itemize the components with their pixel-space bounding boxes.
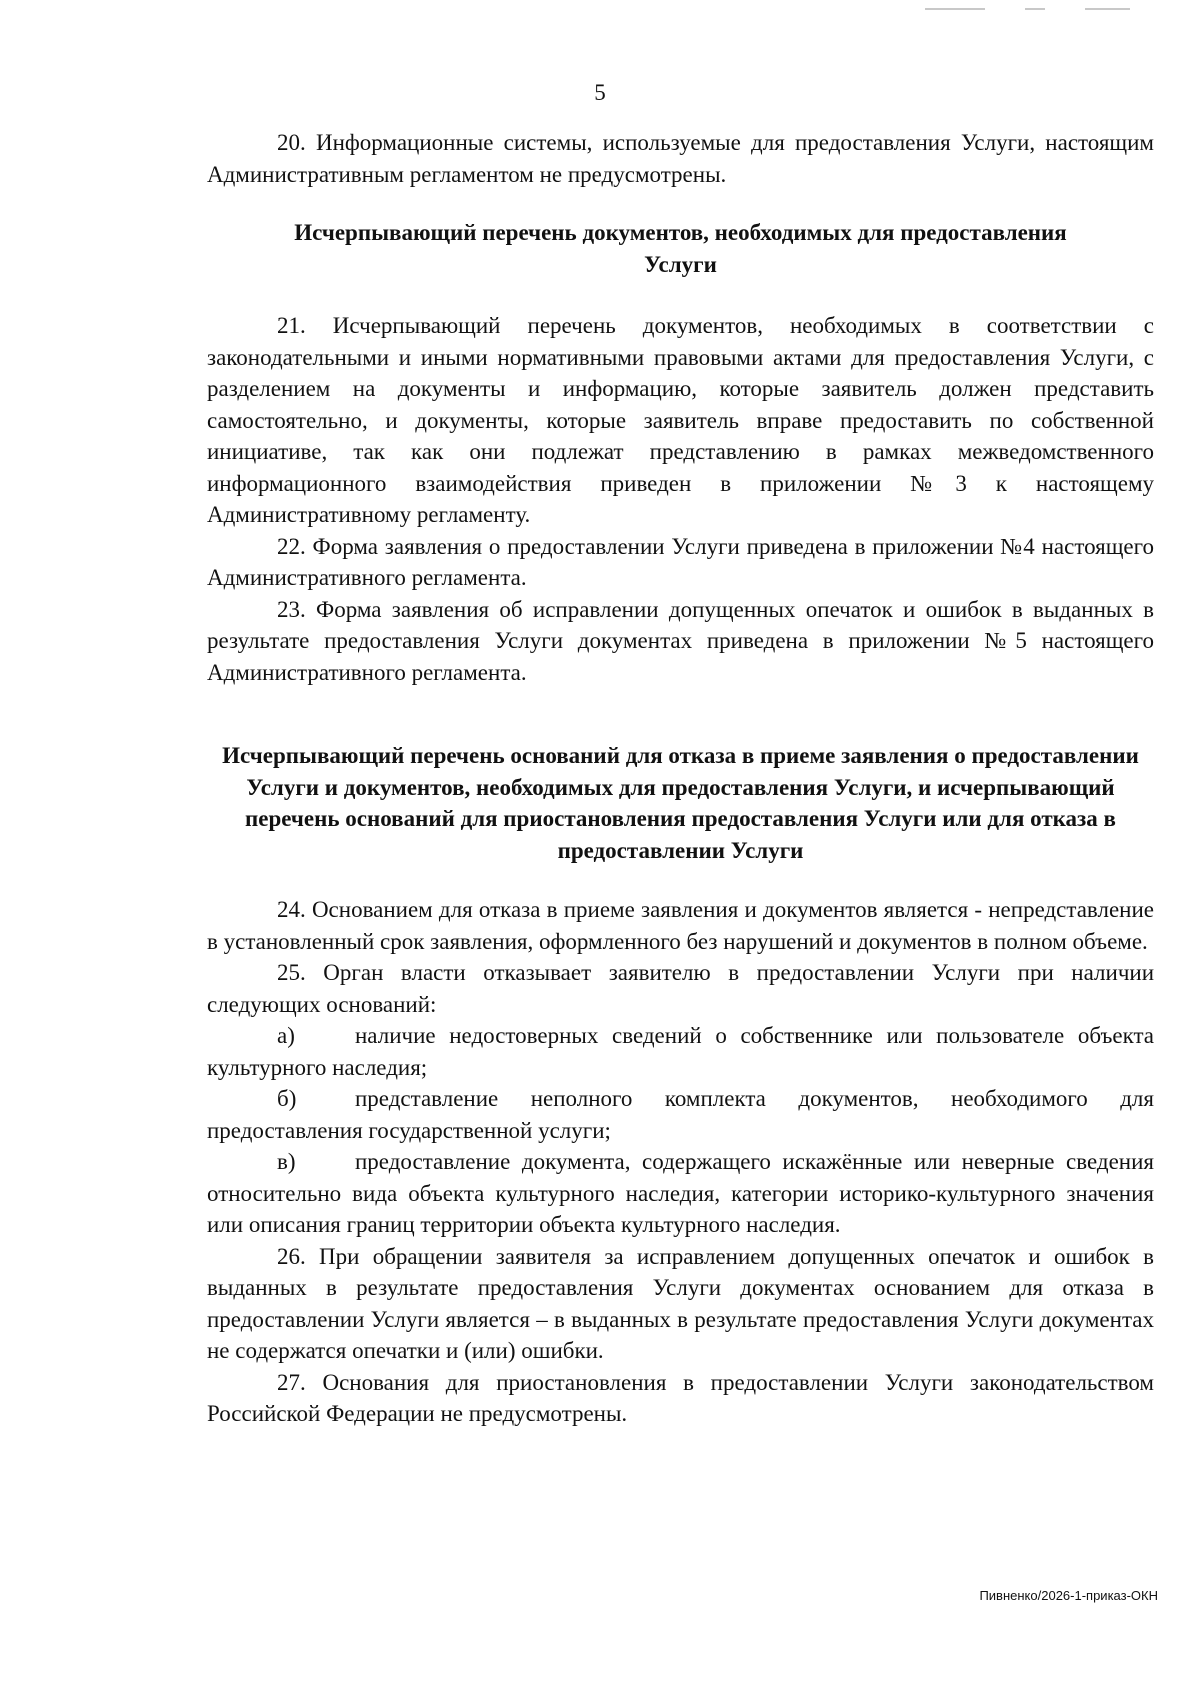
scan-marks [925, 8, 1130, 10]
paragraph-27: 27. Основания для приостановления в предоставлении Услуги законодательством Российской Федерации не предусмотрены. [207, 1369, 1154, 1426]
list-item-a [207, 1020, 1154, 1083]
paragraph-23: 23. Форма заявления об исправлении допущенных опечаток и ошибок в выданных в результате предоставления Услуги документах приведена в приложении №5 настоящего Административного регламента. [207, 596, 1154, 685]
paragraph-24: 24. Основанием для отказа в приеме заявления и документов является - непредставление в установленный срок заявления, оформленного без нарушений и документов в полном объеме. [207, 897, 1154, 954]
list-item-v [207, 1146, 1154, 1241]
heading-refusal-grounds: Исчерпывающий перечень оснований для отказа в приеме заявления о предоставлении Услуги и документов, необходимых для предоставления Услуги, и исчерпывающий перечень оснований для приостановления предоставления Услуги или для отказа в предоставлении Услуги [222, 743, 1139, 863]
list-item-letter: в) [277, 1149, 296, 1174]
page-number: 5 [594, 80, 606, 105]
list-item-text: предоставление документа, содержащего искажённые или неверные сведения относительно вида объекта культурного наследия, категории историко-культурного значения или описания границ территории объекта культурного наследия. [207, 1149, 1154, 1237]
paragraph-25: 25. Орган власти отказывает заявителю в предоставлении Услуги при наличии следующих оснований: [207, 960, 1154, 1017]
list-item-text: наличие недостоверных сведений о собственнике или пользователе объекта культурного наследия; [207, 1023, 1154, 1080]
document-footer-code: Пивненко/2026-1-приказ-ОКН [979, 1588, 1158, 1603]
heading-documents-list: Исчерпывающий перечень документов, необходимых для предоставления Услуги [294, 220, 1067, 277]
scan-mark [925, 8, 985, 10]
list-item-b [207, 1083, 1154, 1146]
paragraph-21: 21. Исчерпывающий перечень документов, необходимых в соответствии с законодательными и иными нормативными правовыми актами для предоставления Услуги, с разделением на документы и информацию, которые заявитель должен представить самостоятельно, и документы, которые заявитель вправе предоставить по собственной инициативе, так как они подлежат представлению в рамках межведомственного информационного взаимодействия приведен в приложении №3 к настоящему Административному регламенту. [207, 313, 1154, 527]
paragraph-22: 22. Форма заявления о предоставлении Услуги приведена в приложении №4 настоящего Административного регламента. [207, 533, 1154, 590]
paragraph-20: 20. Информационные системы, используемые для предоставления Услуги, настоящим Административным регламентом не предусмотрены. [207, 130, 1154, 187]
list-item-letter: б) [277, 1086, 297, 1111]
list-item-text: представление неполного комплекта документов, необходимого для предоставления государственной услуги; [207, 1086, 1154, 1143]
scan-mark [1085, 8, 1130, 10]
document-body [207, 127, 1154, 1430]
scan-mark [1025, 8, 1045, 10]
paragraph-26: 26. При обращении заявителя за исправлением допущенных опечаток и ошибок в выданных в результате предоставления Услуги документах основанием для отказа в предоставлении Услуги является – в выданных в результате предоставления Услуги документах не содержатся опечатки и (или) ошибки. [207, 1243, 1154, 1363]
list-item-letter: а) [277, 1023, 295, 1048]
